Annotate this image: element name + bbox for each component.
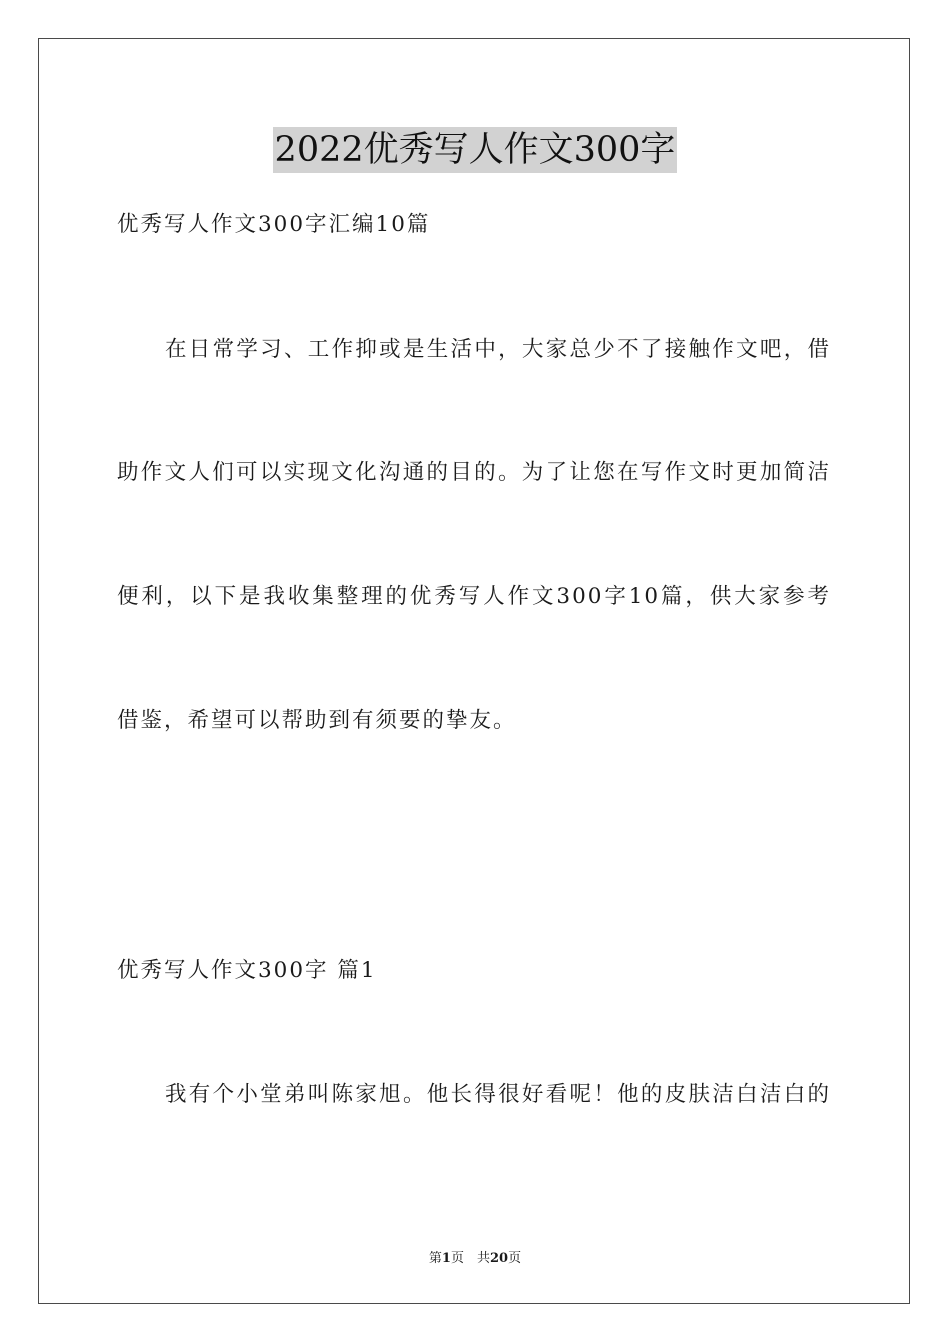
document-subtitle: 优秀写人作文300字汇编10篇 [117, 212, 431, 237]
section-line-1: 我有个小堂弟叫陈家旭。他长得很好看呢！他的皮肤洁白洁白的 [165, 1082, 831, 1107]
page-mid: 页 共 [450, 1251, 490, 1266]
section-heading: 优秀写人作文300字 篇1 [117, 958, 377, 983]
document-title-text: 2022优秀写人作文300字 [273, 127, 678, 173]
document-title [0, 127, 950, 173]
intro-line-3: 便利，以下是我收集整理的优秀写人作文300字10篇，供大家参考 [117, 584, 831, 609]
intro-line-1: 在日常学习、工作抑或是生活中，大家总少不了接触作文吧，借 [165, 337, 831, 362]
page-footer [0, 1247, 950, 1266]
page-suffix: 页 [508, 1251, 522, 1266]
page-current: 1 [441, 1251, 451, 1266]
intro-line-2: 助作文人们可以实现文化沟通的目的。为了让您在写作文时更加简洁 [117, 460, 831, 485]
intro-line-4: 借鉴，希望可以帮助到有须要的挚友。 [117, 708, 517, 733]
page-total: 20 [489, 1251, 509, 1266]
page-prefix: 第 [428, 1251, 442, 1266]
